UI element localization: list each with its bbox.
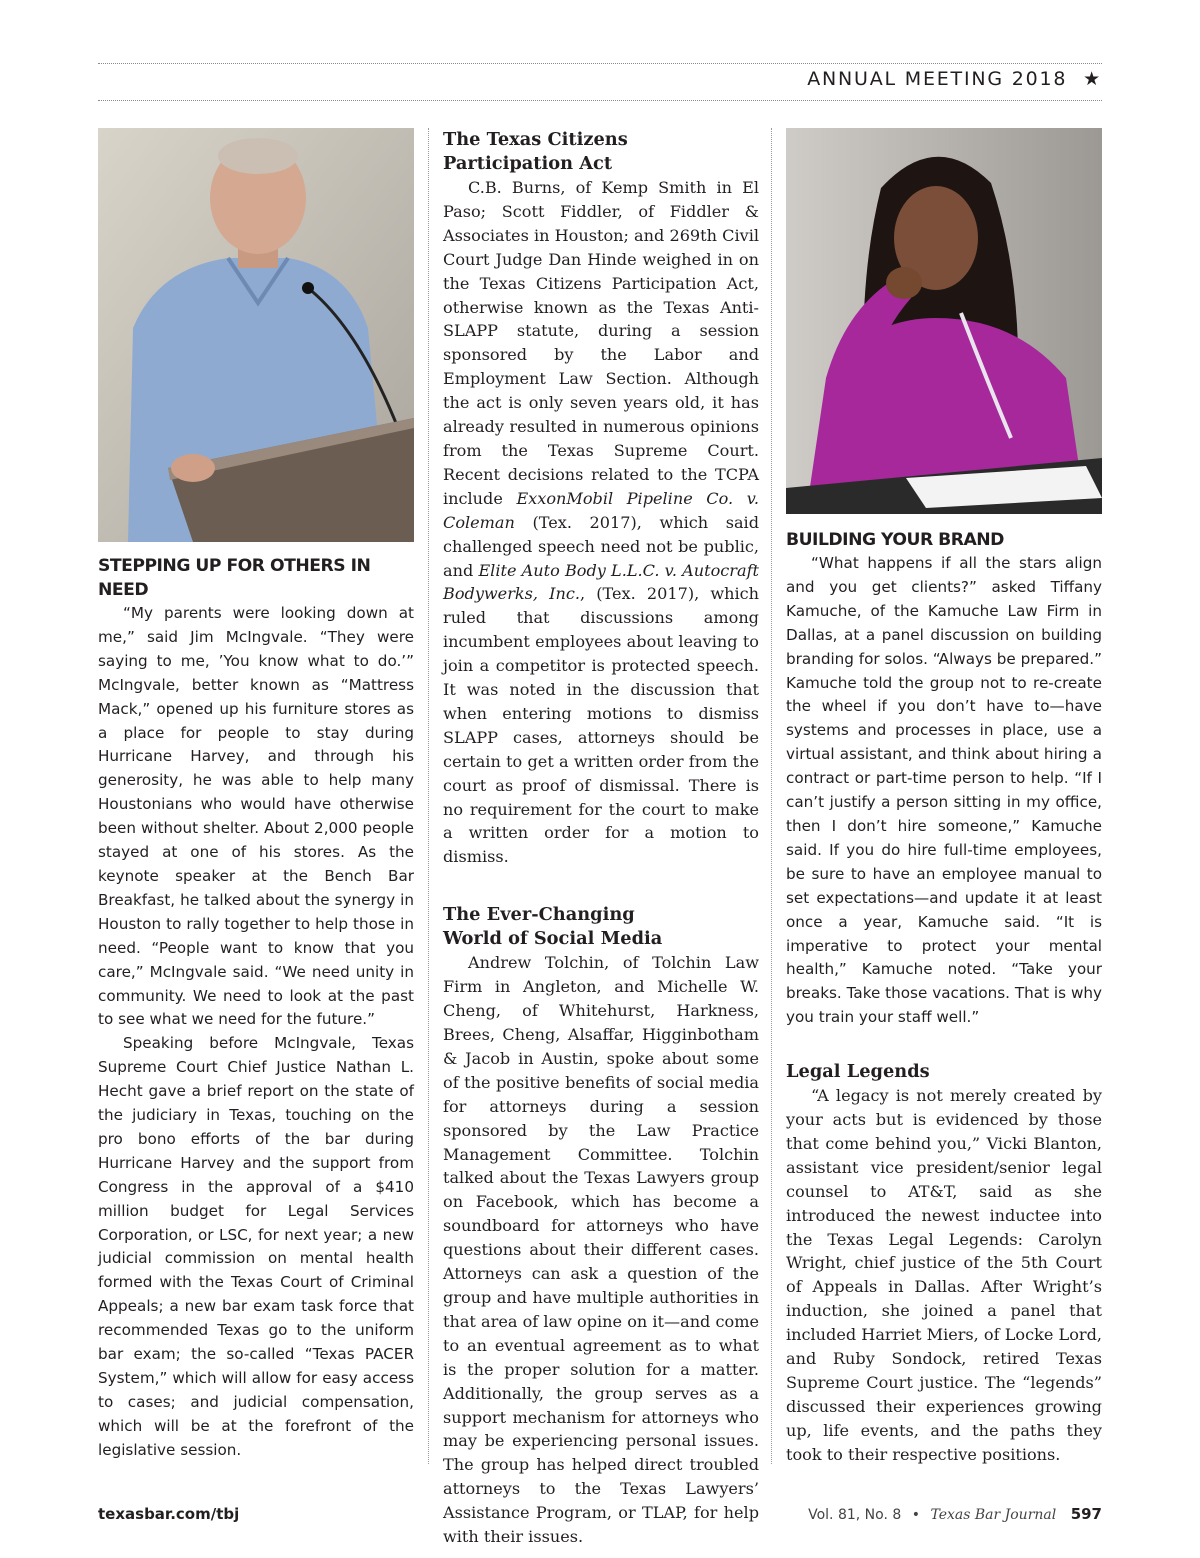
tcpa-heading-line1: The Texas Citizens <box>443 129 628 150</box>
brand-article-body <box>786 552 1102 1030</box>
case-citation-exxonmobil: ExxonMobil Pipeline Co. v. Coleman <box>443 488 759 532</box>
left-paragraph-2: Speaking before McIngvale, Texas Supreme Court Chief Justice Nathan L. Hecht gave a brief report on the state of the judiciary in Texas, touching on the pro bono efforts of the bar during Hurricane Harvey and the support from Congress in the approval of a $410 million budget for Legal Services Corporation, or LSC, for next year; a new judicial commission on mental health formed with the Texas Court of Criminal Appeals; a new bar exam task force that recommended Texas go to the uniform bar exam; the so-called “Texas PACER System,” which will allow for easy access to cases; and judicial compensation, which will be at the forefront of the legislative session. <box>98 1034 414 1459</box>
section-heading-legal-legends: Legal Legends <box>786 1061 930 1083</box>
social-heading-line1: The Ever-Changing <box>443 904 635 926</box>
tcpa-text-a: C.B. Burns, of Kemp Smith in El Paso; Scott Fiddler, of Fiddler & Associates in Houston; and 269th Civil Court Judge Dan Hinde weighed in on the Texas Citizens Participation Act, otherwise known as the Texas Anti-SLAPP statute, during a session sponsored by the Labor and Employment Law Section. Although the act is only seven years old, it has already resulted in numerous opinions from the Texas Supreme Court. Recent decisions related to the TCPA include <box>443 178 759 508</box>
right-column <box>786 128 1102 1467</box>
section-heading-social-media <box>443 903 759 951</box>
footer-citation <box>808 1505 1102 1523</box>
header-top-rule <box>98 63 1102 64</box>
section-heading-stepping-up: STEPPING UP FOR OTHERS IN NEED <box>98 556 371 600</box>
footer-url[interactable]: texasbar.com/tbj <box>98 1505 240 1523</box>
section-heading-building-brand: BUILDING YOUR BRAND <box>786 530 1004 550</box>
brand-paragraph: “What happens if all the stars align and you get clients?” asked Tiffany Kamuche, of the Kamuche Law Firm in Dallas, at a panel discussion on building branding for solos. “Always be prepared.” Kamuche told the group not to re-create the wheel if you don’t have to—have systems and processes in place, use a virtual assistant, and think about hiring a contract or part-time person to help. “If I can’t justify a person sitting in my office, then I don’t hire someone,” Kamuche said. If you do hire full-time employees, be sure to have an employee manual to set expectations—and update it at least once a year, Kamuche said. “It is imperative to protect your mental health,” Kamuche noted. “Take your breaks. Take those vacations. That is why you train your staff well.” <box>786 554 1102 1027</box>
tcpa-heading-line2: Participation Act <box>443 153 613 174</box>
social-heading-line2: World of Social Media <box>443 928 663 950</box>
footer-bullet: • <box>911 1507 920 1523</box>
social-media-article-body <box>443 951 759 1549</box>
section-title: ANNUAL MEETING 2018 <box>807 68 1068 90</box>
section-header <box>807 68 1102 90</box>
header-bottom-rule <box>98 100 1102 101</box>
left-paragraph-1: “My parents were looking down at me,” said Jim McIngvale. “They were saying to me, ’You know what to do.’” McIngvale, better known as “Mattress Mack,” opened up his furniture stores as a place for people to stay during Hurricane Harvey, and through his generosity, he was able to help many Houstonians who would have otherwise been without shelter. About 2,000 people stayed at one of his stores. As the keynote speaker at the Bench Bar Breakfast, he talked about the synergy in Houston to rally together to help those in need. “People want to know that you care,” McIngvale said. “We need unity in community. We need to look at the past to see what we need for the future.” <box>98 604 414 1029</box>
column-divider-left <box>428 128 429 1464</box>
footer-journal: Texas Bar Journal <box>930 1507 1057 1523</box>
tcpa-text-b: (Tex. 2017), which said challenged speech need not be public, and <box>443 512 759 580</box>
left-article-body <box>98 602 414 1463</box>
photo-illustration-icon <box>98 128 414 542</box>
left-column <box>98 128 414 1463</box>
speaker-at-podium-photo <box>98 128 414 542</box>
case-citation-elite-auto: Elite Auto Body L.L.C. v. Autocraft Bodywerks, Inc. <box>443 560 759 604</box>
legends-article-body <box>786 1084 1102 1467</box>
column-divider-right <box>771 128 772 1464</box>
star-icon: ★ <box>1083 68 1102 90</box>
middle-column <box>443 128 759 1549</box>
tcpa-text-c: , (Tex. 2017), which ruled that discussions among incumbent employees about leaving to join a competitor is protected speech. It was noted in the discussion that when entering motions to dismiss SLAPP cases, attorneys should be certain to get a written order from the court as proof of dismissal. There is no requirement for the court to make a written order for a motion to dismiss. <box>443 584 759 867</box>
tcpa-paragraph <box>443 176 759 869</box>
page-number: 597 <box>1070 1505 1102 1523</box>
footer-volume: Vol. 81, No. 8 <box>808 1507 902 1523</box>
panelist-photo <box>786 128 1102 514</box>
social-media-paragraph: Andrew Tolchin, of Tolchin Law Firm in Angleton, and Michelle W. Cheng, of Whitehurst, Harkness, Brees, Cheng, Alsaffar, Higginbotham & Jacob in Austin, spoke about some of the positive benefits of social media for attorneys during a session sponsored by the Law Practice Management Committee. Tolchin talked about the Texas Lawyers group on Facebook, which has become a soundboard for attorneys who have questions about their different cases. Attorneys can ask a question of the group and have multiple authorities in that area of law opine on it—and come to an eventual agreement as to what is the proper solution for a matter. Additionally, the group serves as a support mechanism for attorneys who may be experiencing personal issues. The group has helped direct troubled attorneys to the Texas Lawyers’ Assistance Program, or TLAP, for help with their issues. <box>443 953 759 1547</box>
photo-illustration-icon <box>786 128 1102 514</box>
legends-paragraph: “A legacy is not merely created by your acts but is evidenced by those that come behind you,” Vicki Blanton, assistant vice president/senior legal counsel to AT&T, said as she introduced the newest inductee into the Texas Legal Legends: Carolyn Wright, chief justice of the 5th Court of Appeals in Dallas. After Wright’s induction, she joined a panel that included Harriet Miers, of Locke Lord, and Ruby Sondock, retired Texas Supreme Court justice. The “legends” discussed their experiences growing up, life events, and the paths they took to their respective positions. <box>786 1086 1102 1464</box>
section-heading-tcpa <box>443 128 759 176</box>
tcpa-article-body <box>443 176 759 869</box>
